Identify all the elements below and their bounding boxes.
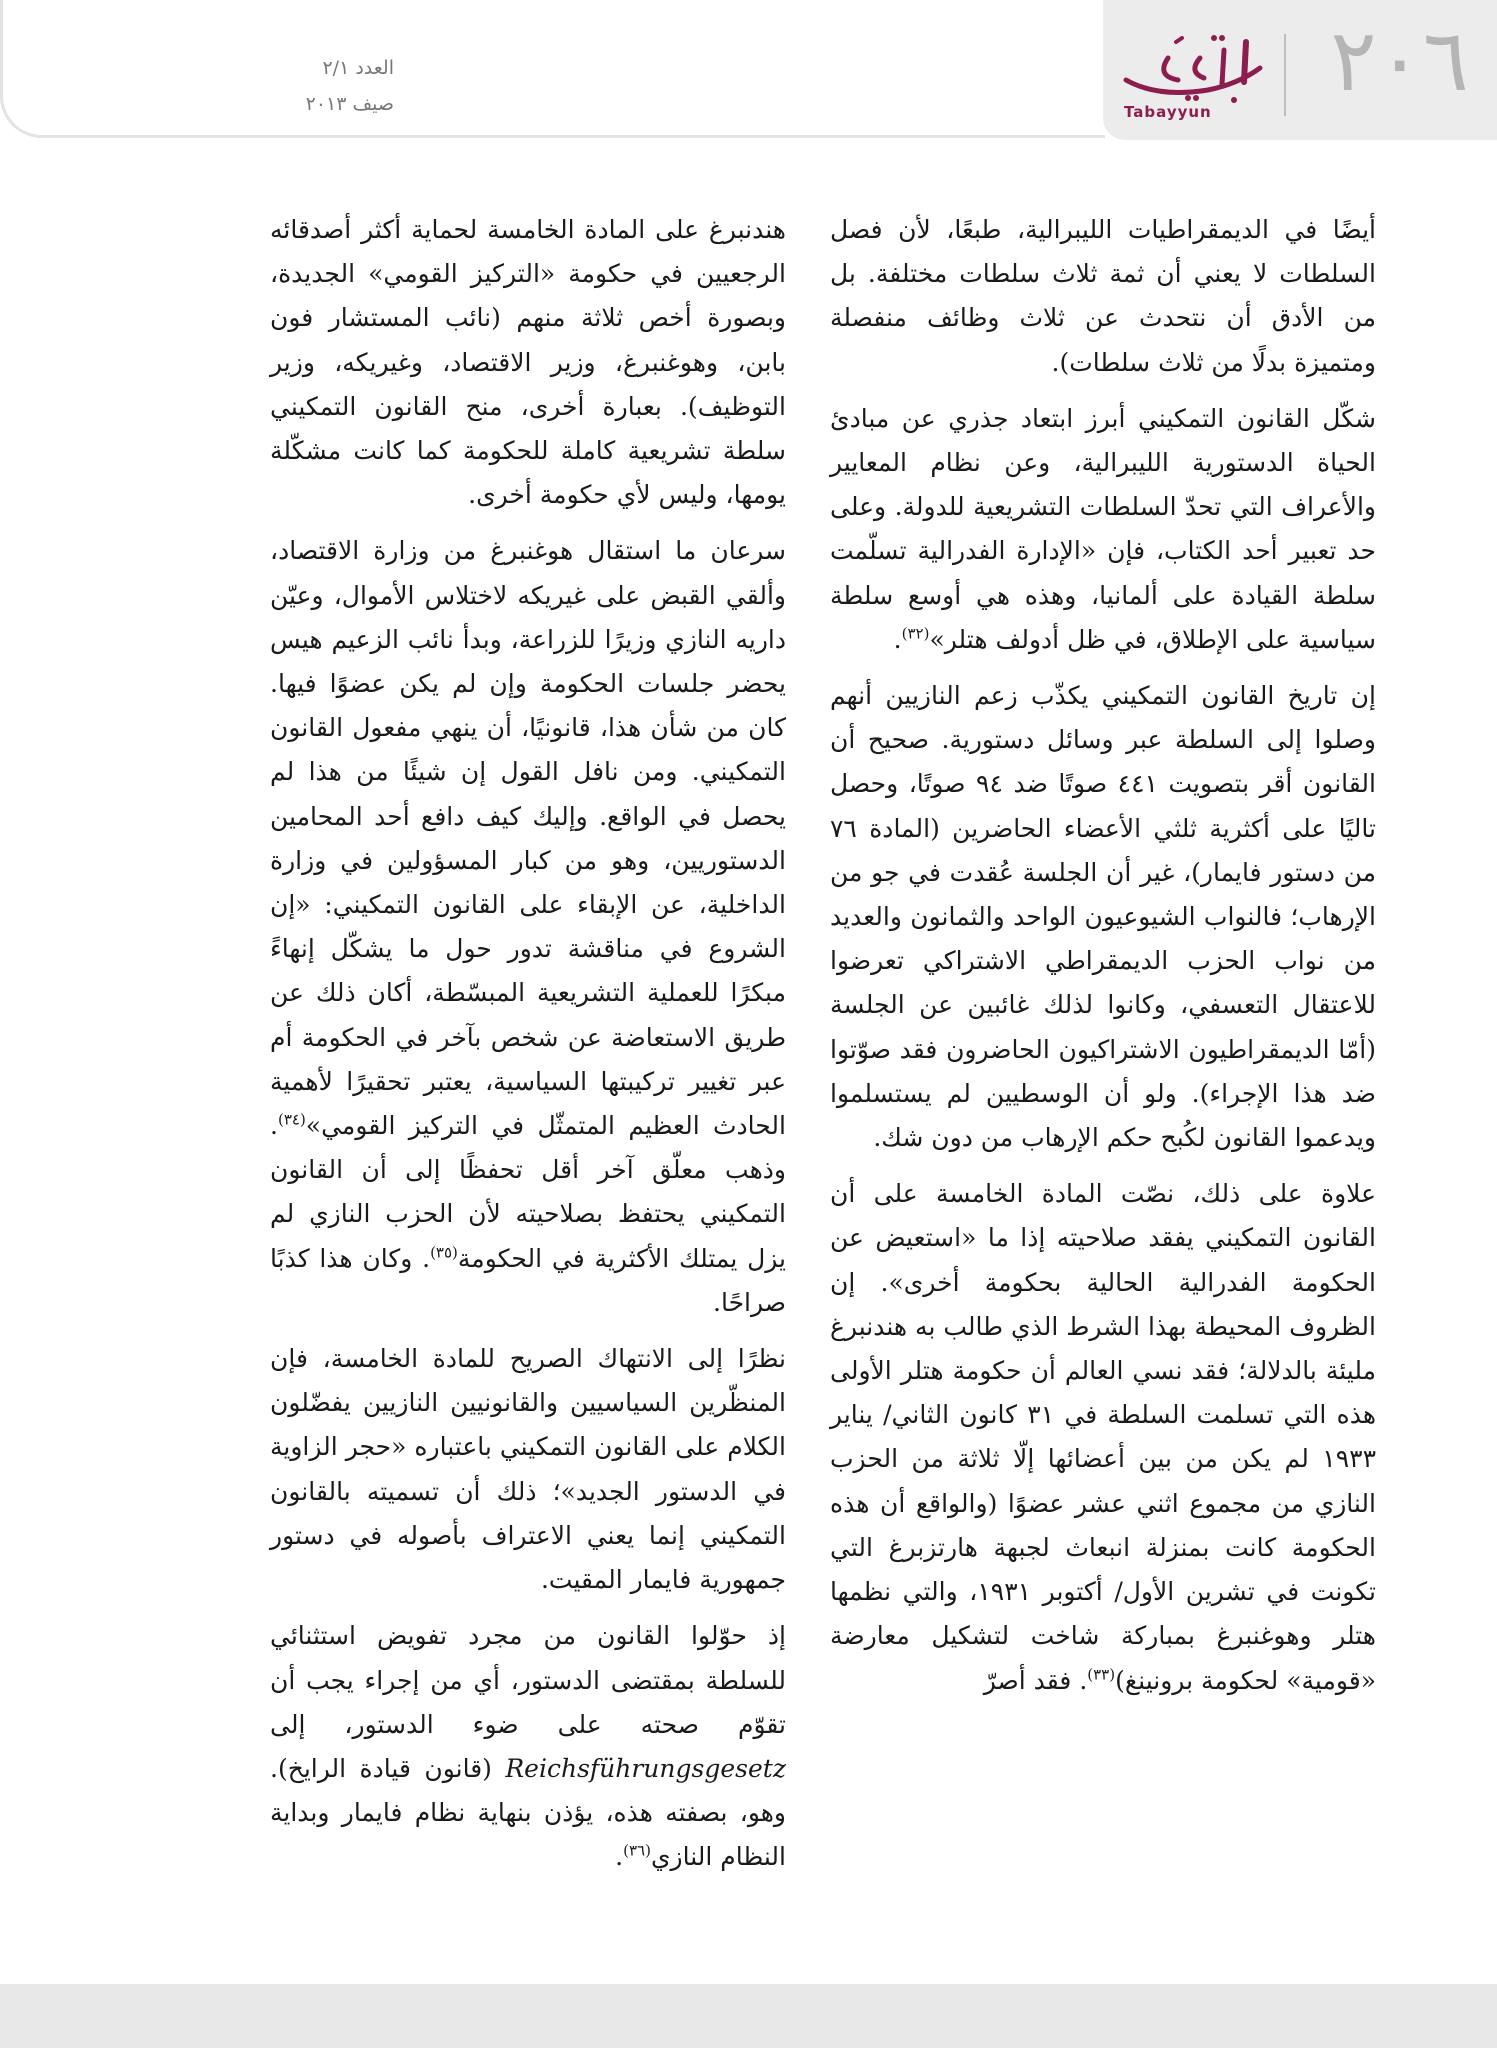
footnote-ref: (٣٥) bbox=[430, 1243, 458, 1262]
page-footer-bar bbox=[0, 1984, 1497, 2048]
page-number: ٢٠٦ bbox=[1330, 11, 1469, 111]
german-term: Reichsführungsgesetz bbox=[505, 1753, 786, 1783]
logo-calligraphy-icon bbox=[1118, 28, 1268, 108]
paragraph: هندنبرغ على المادة الخامسة لحماية أكثر أصدقائه الرجعيين في حكومة «التركيز القومي» الجديدة، وبصورة أخص ثلاثة منهم (نائب المستشار فون بابن، وهوغنبرغ، وزير الاقتصاد، وغيريكه، وزير التوظيف). بعبارة أخرى، منح القانون التمكيني سلطة تشريعية كاملة للحكومة كما كانت مشكّلة يومها، وليس لأي حكومة أخرى. bbox=[270, 215, 786, 510]
footnote-ref: (٣٤) bbox=[277, 1110, 306, 1129]
paragraph: سرعان ما استقال هوغنبرغ من وزارة الاقتصاد، وألقي القبض على غيريكه لاختلاس الأموال، وعيّن داريه النازي وزيرًا للزراعة، وبدأ نائب الزعيم هيس يحضر جلسات الحكومة وإن لم يكن عضوًا فيها. كان من شأن هذا، قانونيًا، أن ينهي مفعول القانون التمكيني. ومن نافل القول إن شيئًا من هذا لم يحصل في الواقع. وإليك كيف دافع أحد المحامين الدستوريين، وهو من كبار المسؤولين في وزارة الداخلية، عن الإبقاء على القانون التمكيني: «إن الشروع في مناقشة تدور حول ما يشكّل إنهاءً مبكرًا للعملية التشريعية المبسّطة، أكان ذلك عن طريق الاستعاضة عن شخص بآخر في الحكومة أم عبر تغيير تركيبتها السياسية، يعتبر تحقيرًا لأهمية الحادث العظيم المتمثّل في التركيز القومي»$^{(٣٤)}$. وذهب معلّق آخر أقل تحفظًا إلى أن القانون التمكيني يحتفظ بصلاحيته لأن الحزب النازي لم يزل يمتلك الأكثرية في الحكومة$^{(٣٥)}$. وكان هذا كذبًا صراحًا. bbox=[270, 536, 786, 1317]
journal-logo bbox=[1118, 28, 1268, 128]
paragraph: نظرًا إلى الانتهاك الصريح للمادة الخامسة، فإن المنظّرين السياسيين والقانونيين النازيين يفضّلون الكلام على القانون التمكيني باعتباره «حجر الزاوية في الدستور الجديد»؛ ذلك أن تسميته بالقانون التمكيني إنما يعني الاعتراف بأصوله في دستور جمهورية فايمار المقيت. bbox=[270, 1344, 786, 1595]
paragraph: إن تاريخ القانون التمكيني يكذّب زعم النازيين أنهم وصلوا إلى السلطة عبر وسائل دستورية. صحيح أن القانون أقر بتصويت ٤٤١ صوتًا ضد ٩٤ صوتًا، وحصل تاليًا على أكثرية ثلثي الأعضاء الحاضرين (المادة ٧٦ من دستور فايمار)، غير أن الجلسة عُقدت في جو من الإرهاب؛ فالنواب الشيوعيون الواحد والثمانون والعديد من نواب الحزب الديمقراطي الاشتراكي تعرضوا للاعتقال التعسفي، وكانوا لذلك غائبين عن الجلسة (أمّا الديمقراطيون الاشتراكيون الحاضرون فقد صوّتوا ضد هذا الإجراء). ولو أن الوسطيين لم يستسلموا ويدعموا القانون لكُبح حكم الإرهاب من دون شك. bbox=[830, 681, 1376, 1153]
paragraph: علاوة على ذلك، نصّت المادة الخامسة على أن القانون التمكيني يفقد صلاحيته إذا ما «استعيض عن الحكومة الفدرالية الحالية بحكومة أخرى». إن الظروف المحيطة بهذا الشرط الذي طالب به هندنبرغ مليئة بالدلالة؛ فقد نسي العالم أن حكومة هتلر الأولى هذه التي تسلمت السلطة في ٣١ كانون الثاني/ يناير ١٩٣٣ لم يكن من بين أعضائها إلّا ثلاثة من الحزب النازي من مجموع اثني عشر عضوًا (والواقع أن هذه الحكومة كانت بمنزلة انبعاث لجبهة هارتزبرغ التي تكونت في تشرين الأول/ أكتوبر ١٩٣١، والتي نظمها هتلر وهوغنبرغ بمباركة شاخت لتشكيل معارضة «قومية» لحكومة برونينغ)$^{(٣٣)}$. فقد أصرّ bbox=[830, 1179, 1377, 1695]
text-column-left bbox=[270, 208, 786, 1892]
issue-season: صيف ٢٠١٣ bbox=[305, 93, 394, 115]
text-column-right bbox=[830, 208, 1376, 1715]
issue-number: العدد ٢/١ bbox=[322, 57, 394, 79]
issue-info bbox=[244, 50, 394, 122]
paragraph: أيضًا في الديمقراطيات الليبرالية، طبعًا، لأن فصل السلطات لا يعني أن ثمة ثلاث سلطات مختلفة. بل من الأدق أن نتحدث عن ثلاث وظائف منفصلة ومتميزة بدلًا من ثلاث سلطات). bbox=[830, 215, 1376, 377]
logo-latin-text: Tabayyun bbox=[1124, 103, 1212, 121]
footnote-ref: (٣٢) bbox=[901, 624, 930, 643]
footnote-ref: (٣٦) bbox=[623, 1841, 651, 1860]
footnote-ref: (٣٣) bbox=[1087, 1665, 1116, 1684]
paragraph: إذ حوّلوا القانون من مجرد تفويض استثنائي للسلطة بمقتضى الدستور، أي من إجراء يجب أن تقوّم صحته على ضوء الدستور، إلى Reichsführungsgesetz (قانون قيادة الرايخ). وهو، بصفته هذه، يؤذن بنهاية نظام فايمار وبداية النظام النازي$^{(٣٦)}$. bbox=[270, 1621, 786, 1872]
paragraph: شكّل القانون التمكيني أبرز ابتعاد جذري عن مبادئ الحياة الدستورية الليبرالية، وعن نظام المعايير والأعراف التي تحدّ السلطات التشريعية للدولة. وعلى حد تعبير أحد الكتاب، فإن «الإدارة الفدرالية تسلّمت سلطة القيادة على ألمانيا، وهذه هي أوسع سلطة سياسية على الإطلاق، في ظل أدولف هتلر»$^{(٣٢)}$. bbox=[830, 403, 1376, 654]
header-left-panel bbox=[0, 0, 1105, 138]
header-divider bbox=[1284, 34, 1286, 116]
page-header bbox=[0, 0, 1497, 140]
